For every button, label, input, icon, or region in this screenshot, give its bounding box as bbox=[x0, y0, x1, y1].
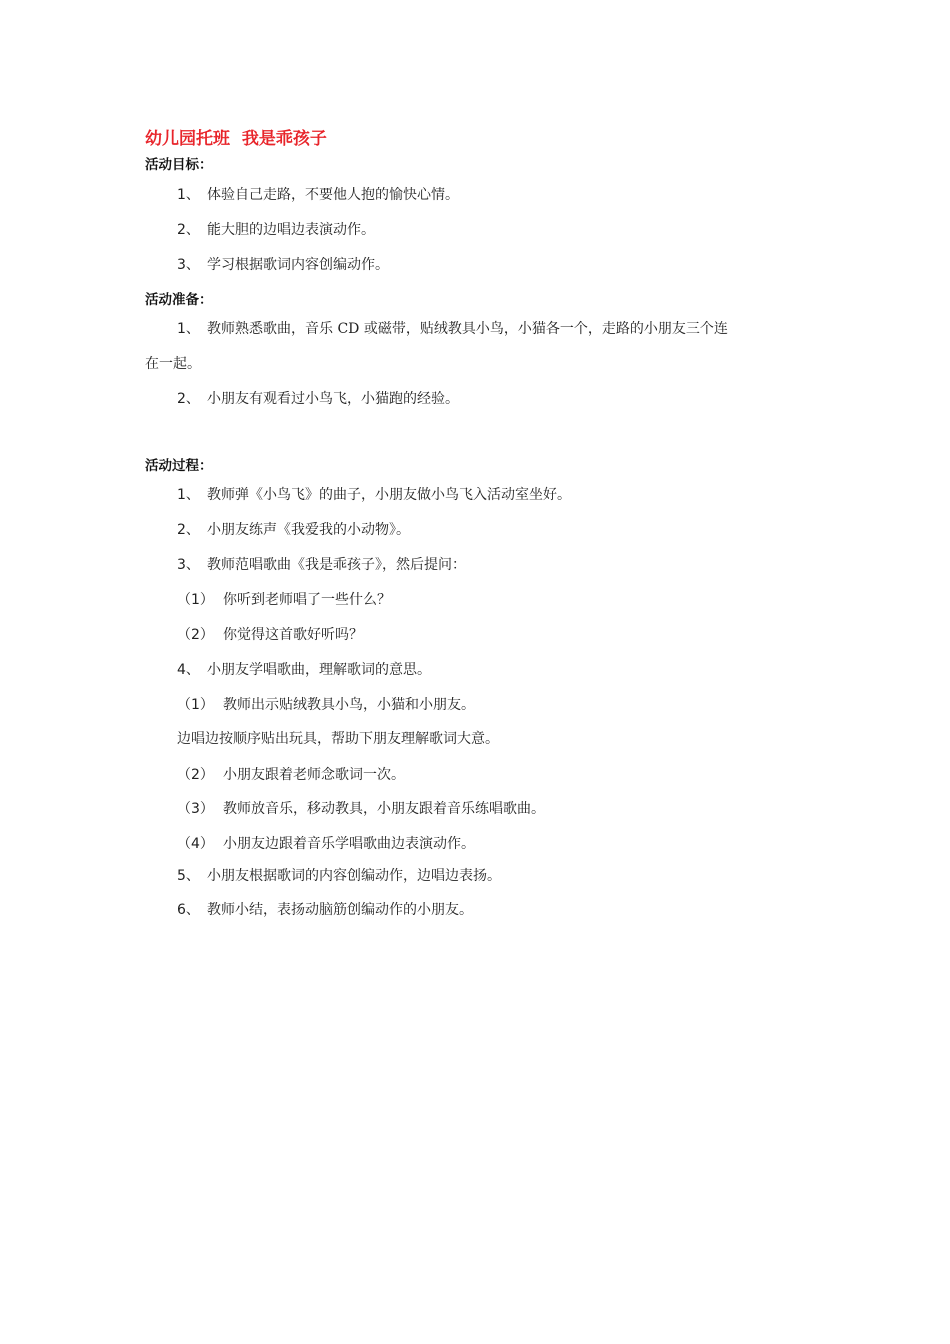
process-item-5 bbox=[177, 865, 501, 885]
item-text: 小朋友练声《我爱我的小动物》。 bbox=[207, 522, 410, 538]
item-text: 能大胆的边唱边表演动作。 bbox=[207, 222, 375, 238]
item-number: （4） bbox=[177, 836, 214, 852]
item-text: 学习根据歌词内容创编动作。 bbox=[207, 257, 389, 273]
item-number: 2、 bbox=[177, 522, 200, 538]
item-text: 你觉得这首歌好听吗？ bbox=[223, 627, 363, 643]
process-item-3-sub-2 bbox=[177, 624, 363, 644]
process-item-4-sub-4 bbox=[177, 833, 475, 853]
process-item-2 bbox=[177, 519, 410, 539]
item-number: 3、 bbox=[177, 257, 200, 273]
item-text: 小朋友跟着老师念歌词一次。 bbox=[223, 767, 405, 783]
process-item-4 bbox=[177, 659, 431, 679]
process-item-1 bbox=[177, 484, 571, 504]
process-heading: 活动过程： bbox=[145, 458, 213, 474]
item-text: 教师放音乐，移动教具，小朋友跟着音乐练唱歌曲。 bbox=[223, 801, 545, 817]
item-text: 体验自己走路，不要他人抱的愉快心情。 bbox=[207, 187, 459, 203]
item-text: 教师熟悉歌曲，音乐 CD 或磁带，贴绒教具小鸟，小猫各一个，走路的小朋友三个连 bbox=[207, 321, 728, 337]
item-text: 你听到老师唱了一些什么？ bbox=[223, 592, 391, 608]
prep-item-1 bbox=[177, 318, 728, 338]
document-title: 幼儿园托班 我是乖孩子 bbox=[145, 129, 327, 149]
process-item-4-sub-1-continuation: 边唱边按顺序贴出玩具，帮助下朋友理解歌词大意。 bbox=[177, 731, 499, 747]
item-number: 3、 bbox=[177, 557, 200, 573]
process-item-4-sub-2 bbox=[177, 764, 405, 784]
item-number: 1、 bbox=[177, 187, 200, 203]
item-text: 小朋友边跟着音乐学唱歌曲边表演动作。 bbox=[223, 836, 475, 852]
item-text: 教师小结，表扬动脑筋创编动作的小朋友。 bbox=[207, 902, 473, 918]
item-number: 1、 bbox=[177, 321, 200, 337]
item-text: 教师出示贴绒教具小鸟，小猫和小朋友。 bbox=[223, 697, 475, 713]
item-number: 1、 bbox=[177, 487, 200, 503]
item-text: 教师范唱歌曲《我是乖孩子》，然后提问： bbox=[207, 557, 466, 573]
process-item-3-sub-1 bbox=[177, 589, 391, 609]
process-item-4-sub-1 bbox=[177, 694, 475, 714]
item-number: 2、 bbox=[177, 222, 200, 238]
goals-item-3 bbox=[177, 254, 389, 274]
item-number: 5、 bbox=[177, 868, 200, 884]
process-item-6 bbox=[177, 899, 473, 919]
process-item-4-sub-3 bbox=[177, 798, 545, 818]
item-number: （2） bbox=[177, 627, 214, 643]
item-number: （1） bbox=[177, 592, 214, 608]
item-number: （3） bbox=[177, 801, 214, 817]
item-text: 教师弹《小鸟飞》的曲子，小朋友做小鸟飞入活动室坐好。 bbox=[207, 487, 571, 503]
goals-item-2 bbox=[177, 219, 375, 239]
item-text: 小朋友学唱歌曲，理解歌词的意思。 bbox=[207, 662, 431, 678]
item-number: 4、 bbox=[177, 662, 200, 678]
item-number: （2） bbox=[177, 767, 214, 783]
item-text: 小朋友有观看过小鸟飞，小猫跑的经验。 bbox=[207, 391, 459, 407]
prep-item-2 bbox=[177, 388, 459, 408]
goals-item-1 bbox=[177, 184, 459, 204]
item-number: 2、 bbox=[177, 391, 200, 407]
prep-heading: 活动准备： bbox=[145, 292, 213, 308]
item-text: 小朋友根据歌词的内容创编动作，边唱边表扬。 bbox=[207, 868, 501, 884]
process-item-3 bbox=[177, 554, 466, 574]
item-number: （1） bbox=[177, 697, 214, 713]
item-number: 6、 bbox=[177, 902, 200, 918]
goals-heading: 活动目标： bbox=[145, 157, 213, 173]
prep-item-1-continuation: 在一起。 bbox=[145, 356, 201, 372]
